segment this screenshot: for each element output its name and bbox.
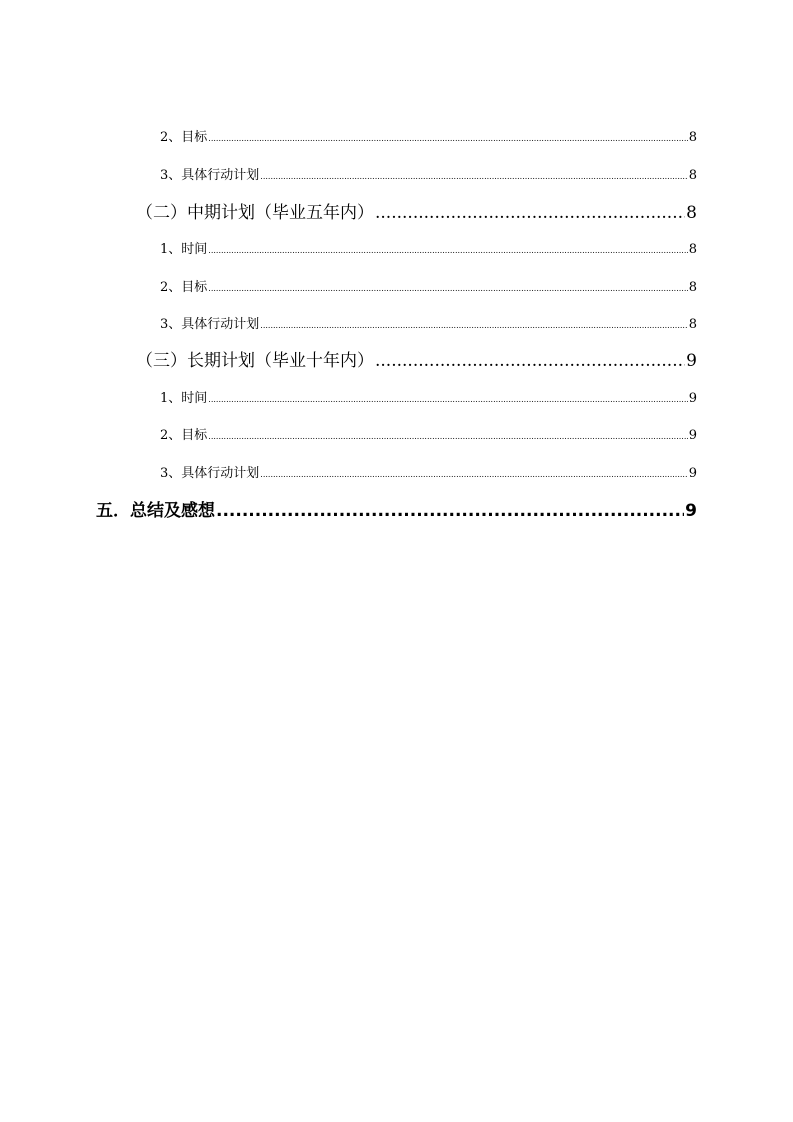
toc-entry-label: 五．总结及感想 [96,501,215,521]
toc-page-number: 9 [688,391,697,406]
toc-entry-label: 1、时间 [160,242,208,257]
toc-page-number: 8 [688,130,697,145]
toc-entry-label: 2、目标 [160,428,208,443]
toc-entry-medium-term-plan[interactable] [136,202,697,224]
toc-entry-medium-action-plan[interactable] [160,317,697,334]
toc-leader-dots [208,243,687,259]
toc-page-number: 8 [688,242,697,257]
toc-page-number: 9 [685,501,697,521]
toc-entry-medium-time[interactable] [160,242,697,259]
toc-entry-long-action-plan[interactable] [160,466,697,483]
toc-entry-label: （二）中期计划（毕业五年内） [136,203,374,223]
toc-page-number: 8 [688,168,697,183]
toc-entry-long-goal[interactable] [160,428,697,445]
toc-entry-medium-goal[interactable] [160,280,697,297]
toc-page-number: 8 [686,203,697,223]
toc-entry-summary[interactable] [96,500,697,522]
toc-leader-dots [208,392,687,408]
toc-page-number: 9 [686,351,697,371]
toc-entry-label: （三）长期计划（毕业十年内） [136,351,374,371]
toc-entry-label: 3、具体行动计划 [160,317,260,332]
toc-leader-dots [208,429,687,445]
toc-leader-dots [216,500,684,522]
toc-leader-dots [375,202,685,224]
toc-leader-dots [208,281,687,297]
toc-leader-dots [260,318,687,334]
toc-leader-dots [208,131,687,147]
toc-page-number: 9 [688,466,697,481]
toc-entry-short-action-plan[interactable] [160,168,697,185]
toc-page-number: 8 [688,280,697,295]
toc-entry-label: 2、目标 [160,280,208,295]
toc-entry-label: 1、时间 [160,391,208,406]
toc-leader-dots [260,467,687,483]
toc-entry-label: 2、目标 [160,130,208,145]
toc-entry-long-time[interactable] [160,391,697,408]
toc-entry-mid-short-goal[interactable] [160,130,697,147]
toc-entry-label: 3、具体行动计划 [160,466,260,481]
toc-page-number: 8 [688,317,697,332]
toc-page-number: 9 [688,428,697,443]
toc-entry-label: 3、具体行动计划 [160,168,260,183]
toc-leader-dots [375,350,685,372]
toc-leader-dots [260,169,687,185]
toc-entry-long-term-plan[interactable] [136,350,697,372]
